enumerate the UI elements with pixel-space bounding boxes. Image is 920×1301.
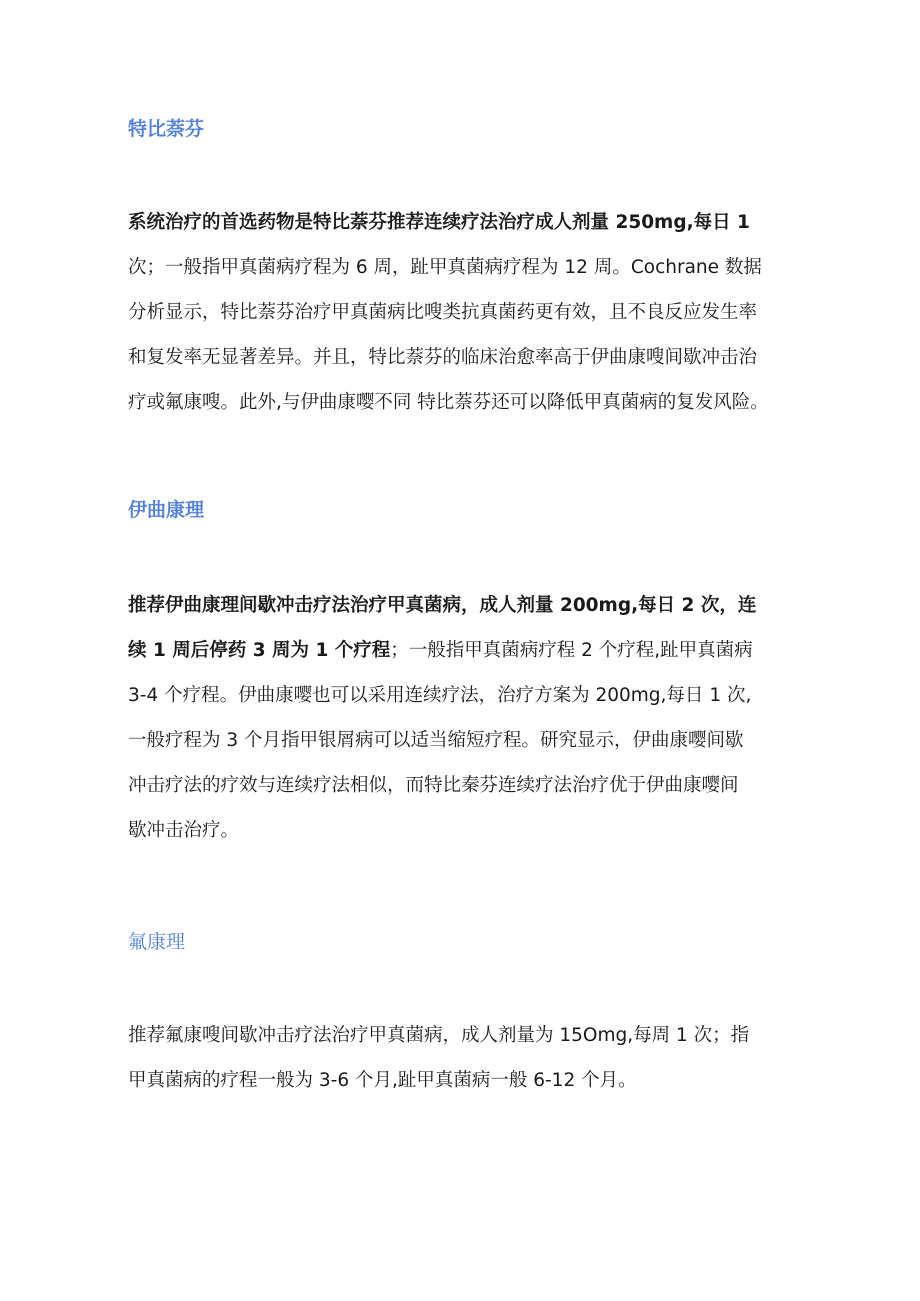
paragraph-line: 推荐氟康嗖间歇冲击疗法治疗甲真菌病，成人剂量为 15Omg,每周 1 次；指 xyxy=(128,1025,750,1046)
paragraph-line: 推荐伊曲康理间歇冲击疗法治疗甲真菌病，成人剂量 200mg,每日 2 次，连 xyxy=(128,595,757,616)
paragraph-line: 甲真菌病的疗程一般为 3-6 个月,趾甲真菌病一般 6-12 个月。 xyxy=(128,1070,637,1091)
paragraph-line: 冲击疗法的疗效与连续疗法相似，而特比秦芬连续疗法治疗优于伊曲康嘤间 xyxy=(128,775,739,796)
paragraph-line: 续 1 周后停药 3 周为 1 个疗程；一般指甲真菌病疗程 2 个疗程,趾甲真菌病 xyxy=(128,640,753,661)
paragraph-line: 分析显示，特比萘芬治疗甲真菌病比嗖类抗真菌药更有效，且不良反应发生率 xyxy=(128,302,758,323)
paragraph-line: 一般疗程为 3 个月指甲银屑病可以适当缩短疗程。研究显示，伊曲康嘤间歇 xyxy=(128,730,744,751)
section-heading-fluconazole: 氟康理 xyxy=(128,931,186,953)
section-heading-itraconazole: 伊曲康理 xyxy=(128,499,205,521)
paragraph-line: 疗或氟康嗖。此外,与伊曲康嘤不同 特比萘芬还可以降低甲真菌病的复发风险。 xyxy=(128,392,769,413)
section-heading-terbinafine: 特比萘芬 xyxy=(128,118,205,140)
paragraph-line: 3-4 个疗程。伊曲康嘤也可以采用连续疗法，治疗方案为 200mg,每日 1 次, xyxy=(128,685,752,706)
section-body-terbinafine xyxy=(128,200,818,425)
paragraph-line: 和复发率无显著差异。并且，特比萘芬的临床治愈率高于伊曲康嗖间歇冲击治 xyxy=(128,347,758,368)
paragraph-line: 次；一般指甲真菌病疗程为 6 周，趾甲真菌病疗程为 12 周。Cochrane 数据 xyxy=(128,257,762,278)
paragraph-line: 歇冲击治疗。 xyxy=(128,820,240,841)
section-body-fluconazole xyxy=(128,1013,818,1103)
paragraph-line: 系统治疗的首选药物是特比萘芬推荐连续疗法治疗成人剂量 250mg,每日 1 xyxy=(128,212,750,233)
section-body-itraconazole xyxy=(128,583,818,853)
